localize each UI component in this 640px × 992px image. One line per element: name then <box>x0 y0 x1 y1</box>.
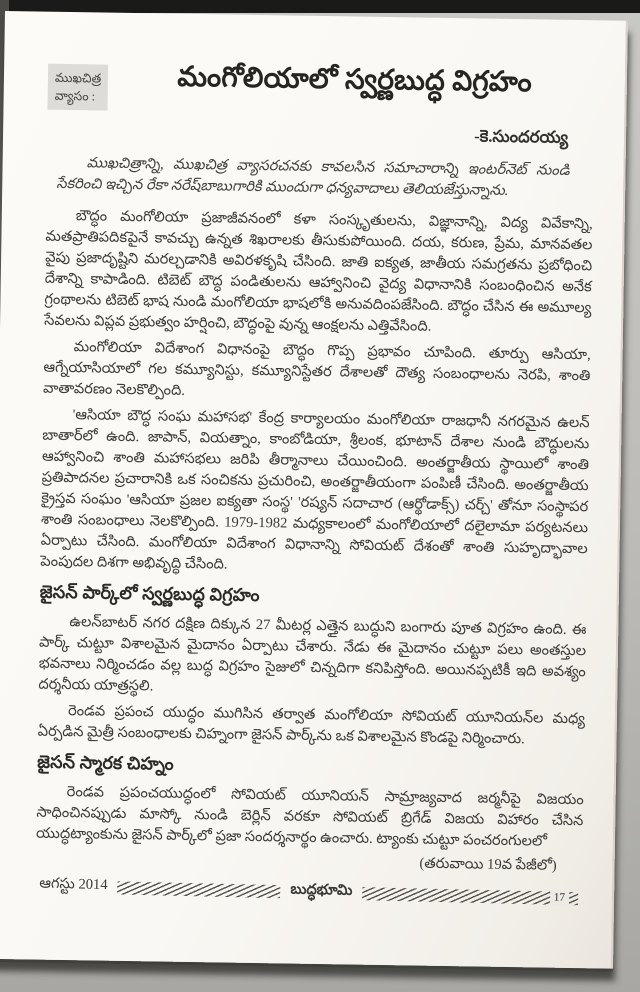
kicker-line-1: ముఖచిత్ర <box>54 70 102 86</box>
paragraph: 'ఆసియా బౌద్ధ సంఘ మహాసభ' కేంద్ర కార్యాలయం మంగోలియా రాజధానీ నగరమైన ఉలన్ బాతార్‌లో ఉంది. జాపాన్, వియత్నాం, కాంబోడియా, శ్రీలంక, భూటాన్ దేశాల నుండి బౌద్ధులను ఆహ్వానించి శాంతి మహాసభలు జరిపి తీర్మానాలు చేయించింది. అంతర్జాతీయ స్థాయిలో శాంతి ప్రతిపాదనల ప్రచారానికి ఒక సంచికను ప్రచురించి, అంతర్జాతీయంగా పంపిణీ చేసింది. అంతర్జాతీయ క్రైస్తవ సంఘం 'ఆసియా ప్రజల ఐక్యతా సంస్థ' 'రష్యన్ సదాచార (ఆర్థోడాక్స్) చర్చ్' తోనూ సంస్థాపర శాంతి సంబంధాలు నెలకొల్పింది. 1979-1982 మధ్యకాలంలో మంగోలియాలో దలైలామా పర్యటనలు ఏర్పాటు చేసింది. మంగోలియా విదేశాంగ విధానాన్ని సోవియట్ దేశంతో శాంతి సుహృద్భావాల పెంపుదల దిశగా అభివృద్ధి చేసింది. <box>40 407 590 573</box>
hatch-divider-left <box>117 881 280 898</box>
scanner-edge-top <box>0 0 640 13</box>
section-heading-swarna-buddha: జైసన్ పార్క్‌లో స్వర్ణబుద్ధ విగ్రహం <box>39 581 260 606</box>
paragraph: రెండవ ప్రపంచయుద్ధంలో సోవియట్ యూనియన్ సామ్రాజ్యవాద జర్మనీపై విజయం సాధించినప్పుడు మాస్కో నుండి బెర్లిన్ వరకూ సోవియట్ బ్రిగేడ్ విజయ విహారం చేసిన యుద్ధట్యాంకును జైసన్ పార్క్‌లో ప్రజా సందర్శనార్థం ఉంచారు. ట్యాంకు చుట్టూ పంచరంగులలో <box>35 784 584 850</box>
paragraph: మంగోలియా విదేశాంగ విధానంపై బౌద్ధం గొప్ప ప్రభావం చూపింది. తూర్పు ఆసియా, ఆగ్నేయాసియాలో గల కమ్యూనిస్టు, కమ్యూనిస్టేతర దేశాలతో దౌత్య సంబంధాలను నెరపి, శాంతి వాతావరణం నెలకొల్పింది. <box>42 339 591 400</box>
magazine-page <box>0 11 628 969</box>
paragraph: ఉలన్‌బాటర్ నగర దక్షిణ దిక్కున 27 మీటర్ల ఎత్తైన బుద్ధుని బంగారు పూత విగ్రహం ఉంది. ఈ పార్క్ చుట్టూ విశాలమైన మైదానం ఏర్పాటు చేశారు. నేడు ఈ మైదానం చుట్టూ పలు అంతస్తుల భవనాలు నిర్మించడం వల్ల బుద్ధ విగ్రహం సైజులో చిన్నదిగా కనిపిస్తోంది. అయినప్పటికీ ఇది అవశ్యం దర్శనీయ యాత్రస్థలి. <box>38 614 587 695</box>
section-heading-zaisan-memorial: జైసన్ స్మారక చిహ్నం <box>37 751 174 774</box>
continued-on-note: (తరువాయి 19వ పేజీలో) <box>419 855 557 875</box>
paragraph: రెండవ ప్రపంచ యుద్ధం ముగిసిన తర్వాత మంగోలియా సోవియట్ యూనియన్‌ల మధ్య ఏర్పడిన మైత్రీ సంబంధాలకు చిహ్నంగా జైసన్ పార్క్‌ను ఒక విశాలమైన కొండపై నిర్మించారు. <box>37 703 586 748</box>
article-title: మంగోలియాలో స్వర్ణబుద్ధ విగ్రహం <box>177 61 533 99</box>
page-number: 17 <box>549 889 569 905</box>
article-header <box>47 56 595 119</box>
paragraph: బౌద్ధం మంగోలియా ప్రజాజీవనంలో కళా సంస్కృతులను, విజ్ఞానాన్ని, విద్య వివేకాన్ని, మతప్రాతిపదికపైనే కావచ్చు ఉన్నత శిఖరాలకు తీసుకుపోయింది. దయ, కరుణ, ప్రేమ, మానవతల వైపు ప్రజాదృష్టిని మరల్చడానికి అవిరళకృషి చేసింది. జాతి ఐక్యత, జాతీయ సమగ్రతను ప్రబోధించి దేశాన్ని కాపాడింది. టిబెట్ బౌద్ధ పండితులను ఆహ్వానించి వైద్య విధానానికి సంబంధించిన అనేక గ్రంథాలను టిబెట్ భాష నుండి మంగోలియా భాషలోకి అనువదింపజేసింది. బౌద్ధం చేసిన ఈ అమూల్య సేవలను విప్లవ ప్రభుత్వం హర్షించి, బౌద్ధంపై వున్న ఆంక్షలను ఎత్తివేసింది. <box>44 208 593 335</box>
footer-magazine-title: బుద్ధభూమి <box>290 881 353 900</box>
kicker-line-2: వ్యాసం : <box>54 88 96 104</box>
article-body <box>36 153 594 854</box>
intro-note: ముఖచిత్రాన్ని, ముఖచిత్ర వ్యాసరచనకు కావలసిన సమాచారాన్ని ఇంటర్‌నెట్ నుండి సేకరించి ఇచ్చిన రేకా నరేష్‌బాబుగారికి ముందుగా ధన్యవాదాలు తెలియజేస్తున్నాను. <box>56 155 570 200</box>
footer-issue-date: ఆగస్టు 2014 <box>39 875 108 894</box>
page-footer <box>39 876 578 909</box>
hatch-divider-right <box>362 887 578 905</box>
article-author: -కె.సుందరయ్య <box>474 126 569 148</box>
kicker-label <box>47 64 108 111</box>
